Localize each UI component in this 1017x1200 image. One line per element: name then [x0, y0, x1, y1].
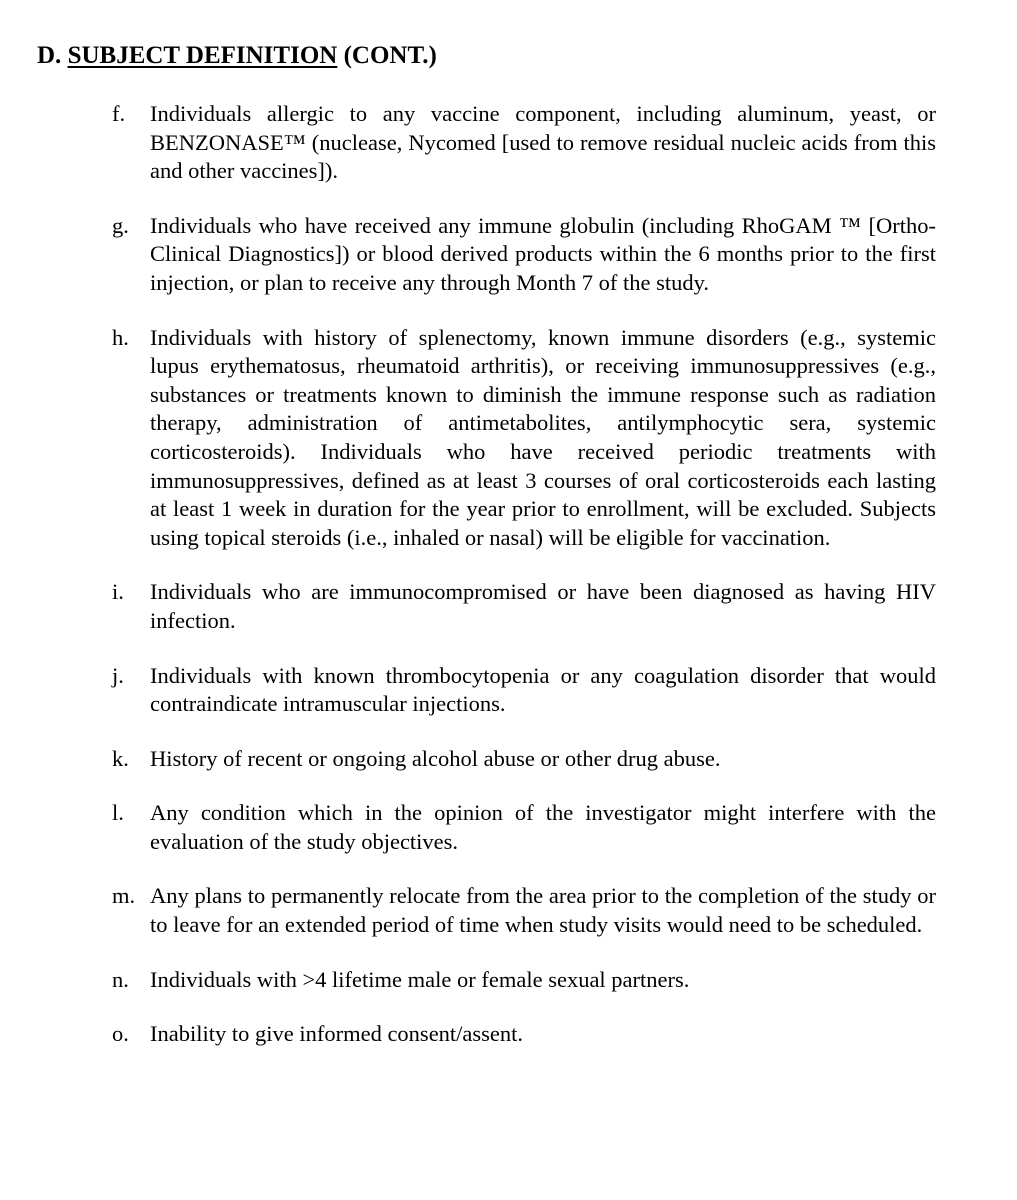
- section-heading: [37, 40, 437, 72]
- item-text: Individuals who are immunocompromised or have been diagnosed as having HIV infection.: [150, 579, 936, 633]
- section-title: SUBJECT DEFINITION: [67, 42, 338, 69]
- item-text: Individuals allergic to any vaccine component, including aluminum, yeast, or BENZONASE™ (nuclease, Nycomed [used to remove residual nucleic acids from this and other vaccines]).: [150, 101, 936, 184]
- item-letter: n.: [112, 966, 129, 992]
- list-item: [112, 100, 936, 186]
- list-item: [112, 745, 936, 774]
- list-item: [112, 1020, 936, 1049]
- item-text: Any plans to permanently relocate from the area prior to the completion of the study or to leave for an extended period of time when study visits would need to be scheduled.: [150, 883, 936, 938]
- item-letter: i.: [112, 579, 124, 605]
- list-item: [112, 324, 936, 553]
- item-letter: m.: [112, 883, 136, 909]
- item-letter: l.: [112, 800, 124, 826]
- section-suffix: (CONT.): [343, 42, 437, 69]
- item-text: Individuals with history of splenectomy, known immune disorders (e.g., systemic lupus erythematosus, rheumatoid arthritis), or receiving immunosuppressives (e.g., substances or treatments known to diminish the immune response such as radiation therapy, administration of antimetabolites, antilymphocytic sera, systemic corticosteroids). Individuals who have received periodic treatments with immunosuppressives, defined as at least 3 courses of oral corticosteroids each lasting at least 1 week in duration for the year prior to enrollment, will be excluded. Subjects using topical steroids (i.e., inhaled or nasal) will be eligible for vaccination.: [150, 324, 936, 550]
- list-item: [112, 212, 936, 298]
- item-text: Inability to give informed consent/assent.: [150, 1021, 524, 1047]
- list-item: [112, 966, 936, 995]
- item-letter: g.: [112, 212, 129, 238]
- list-item: [112, 882, 936, 939]
- item-text: Individuals who have received any immune globulin (including RhoGAM ™ [Ortho-Clinical Diagnostics]) or blood derived products within the 6 months prior to the first injection, or plan to receive any through Month 7 of the study.: [150, 212, 936, 295]
- item-text: Any condition which in the opinion of the investigator might interfere with the evaluation of the study objectives.: [150, 800, 936, 854]
- item-letter: h.: [112, 324, 129, 350]
- item-letter: k.: [112, 745, 129, 771]
- item-text: Individuals with known thrombocytopenia or any coagulation disorder that would contraindicate intramuscular injections.: [150, 662, 936, 717]
- item-text: Individuals with >4 lifetime male or female sexual partners.: [150, 966, 690, 992]
- list-item: [112, 799, 936, 856]
- list-item: [112, 662, 936, 719]
- exclusion-criteria-list: [112, 100, 936, 1075]
- list-item: [112, 578, 936, 635]
- item-letter: j.: [112, 662, 124, 688]
- section-prefix: D.: [37, 42, 62, 69]
- item-letter: f.: [112, 101, 126, 126]
- item-text: History of recent or ongoing alcohol abuse or other drug abuse.: [150, 745, 721, 771]
- item-letter: o.: [112, 1021, 129, 1047]
